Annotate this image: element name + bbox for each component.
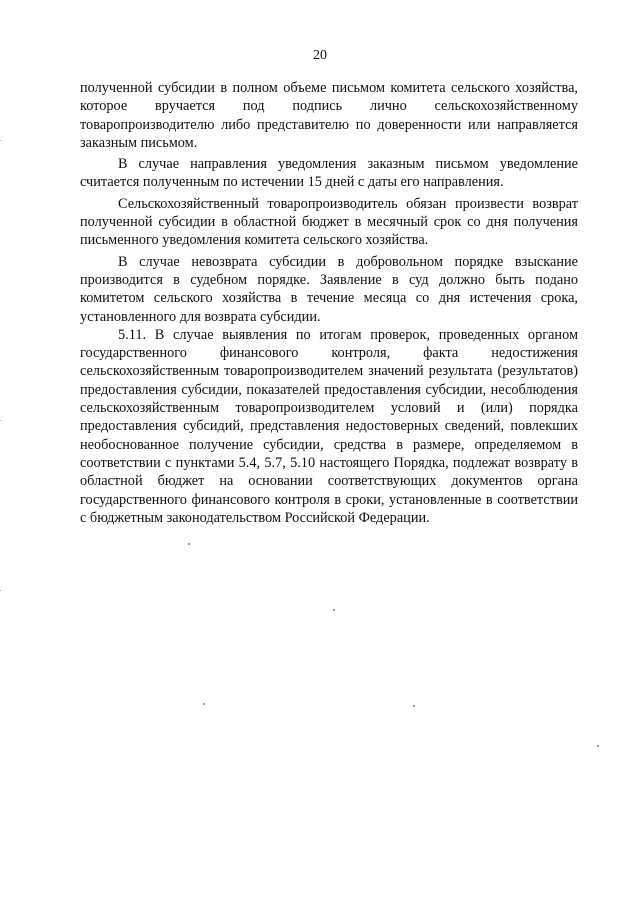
paragraph-court-recovery: В случае невозврата субсидии в добровольном порядке взыскание производится в судебном порядке. Заявление в суд должно быть подано комитетом сельского хозяйства в течение месяца со дня истечения срока, установленного для возврата субсидии. <box>80 253 578 325</box>
page-number: 20 <box>313 48 327 63</box>
scan-edge-mark <box>0 590 1 591</box>
paragraph-notification-by-mail: В случае направления уведомления заказным письмом уведомление считается полученным по истечении 15 дней с даты его направления. <box>80 156 578 191</box>
scan-edge-mark <box>0 140 1 141</box>
scan-speck <box>188 543 190 545</box>
paragraph-return-obligation: Сельскохозяйственный товаропроизводитель обязан произвести возврат полученной субсидии в областной бюджет в месячный срок со дня получения письменного уведомления комитета сельского хозяйства. <box>80 195 578 249</box>
scan-speck <box>597 745 599 747</box>
document-body <box>80 79 578 527</box>
paragraph-continuation: полученной субсидии в полном объеме письмом комитета сельского хозяйства, которое вручается под подпись лично сельскохозяйственному товаропроизводителю либо представителю по доверенности или направляется заказным письмом. <box>80 80 578 151</box>
scan-speck <box>413 705 415 707</box>
scan-edge-mark <box>0 420 1 421</box>
scan-speck <box>333 609 335 611</box>
paragraph-5-11: 5.11. В случае выявления по итогам проверок, проведенных органом государственного финансового контроля, факта недостижения сельскохозяйственным товаропроизводителем значений результата (результатов) предоставления субсидии, показателей предоставления субсидии, несоблюдения сельскохозяйственным товаропроизводителем условий и (или) порядка предоставления субсидий, представления недостоверных сведений, повлекших необоснованное получение субсидии, средства в размере, определяемом в соответствии с пунктами 5.4, 5.7, 5.10 настоящего Порядка, подлежат возврату в областной бюджет на основании соответствующих документов органа государственного финансового контроля в сроки, установленные в соответствии с бюджетным законодательством Российской Федерации. <box>80 326 578 526</box>
scan-speck <box>203 703 205 705</box>
